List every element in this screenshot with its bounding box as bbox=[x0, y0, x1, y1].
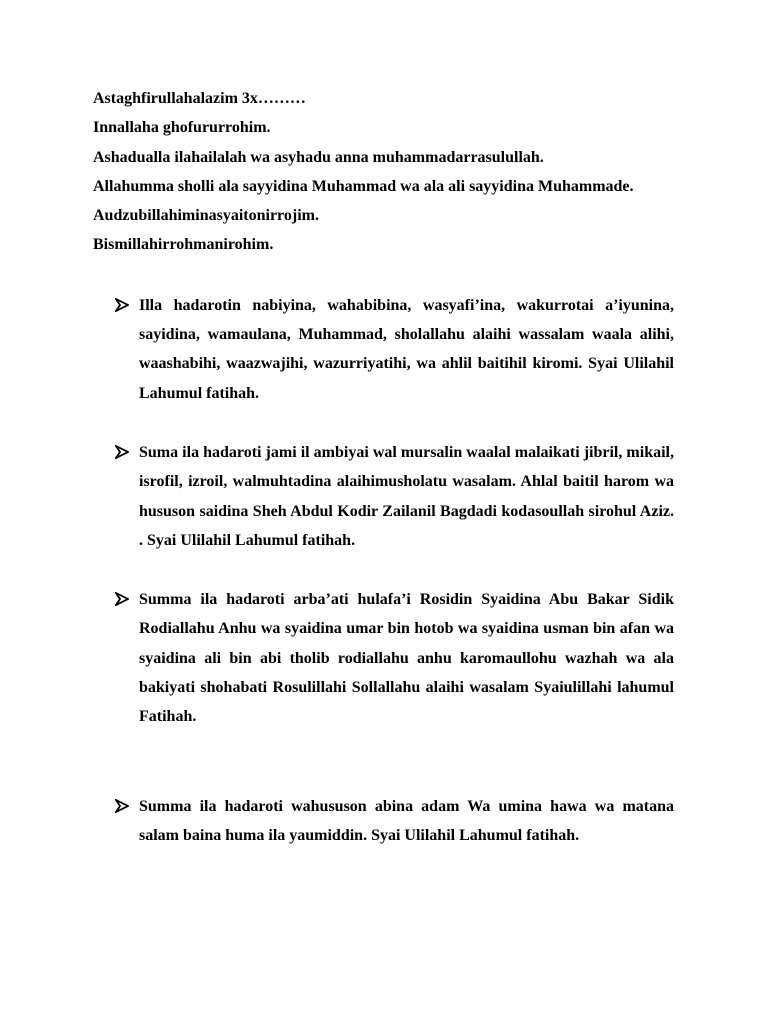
list-item bbox=[93, 585, 674, 731]
bullet-text: Summa ila hadaroti wahususon abina adam Wa umina hawa wa matana salam baina huma ila yaumiddin. Syai Ulilahil Lahumul fatihah. bbox=[139, 797, 674, 844]
intro-line-innallaha: Innallaha ghofururrohim. bbox=[93, 119, 271, 137]
arrowhead-bullet-icon bbox=[115, 438, 129, 467]
intro-line-syahadat: Ashadualla ilahailalah wa asyhadu anna muhammadarrasulullah. bbox=[93, 148, 544, 166]
document-body bbox=[93, 84, 674, 850]
bullet-text: Suma ila hadaroti jami il ambiyai wal mursalin waalal malaikati jibril, mikail, isrofil, izroil, walmuhtadina alaihimusholatu wasalam. Ahlal baitil harom wa hususon saidina Sheh Abdul Kodir Zailanil Bagdadi kodasoullah sirohul Aziz. . Syai Ulilahil Lahumul fatihah. bbox=[139, 443, 674, 549]
bullet-text: Summa ila hadaroti arba’ati hulafa’i Rosidin Syaidina Abu Bakar Sidik Rodiallahu Anhu wa syaidina umar bin hotob wa syaidina usman bin afan wa syaidina ali bin abi tholib rodiallahu anhu karomaullohu wazhah wa ala bakiyati shohabati Rosulillahi Sollallahu alaihi wasalam Syaiulillahi lahumul Fatihah. bbox=[139, 591, 674, 726]
arrowhead-bullet-icon bbox=[115, 291, 129, 320]
arrowhead-bullet-icon bbox=[115, 585, 129, 614]
bullet-list bbox=[93, 291, 674, 850]
bullet-text: Illa hadarotin nabiyina, wahabibina, wasyafi’ina, wakurrotai a’iyunina, sayidina, wamaulana, Muhammad, sholallahu alaihi wassalam waala alihi, waashabihi, waazwajihi, wazurriyatihi, wa ahlil baitihil kiromi. Syai Ulilahil Lahumul fatihah. bbox=[139, 296, 674, 402]
arrowhead-bullet-icon bbox=[115, 792, 129, 821]
intro-line-sholawat: Allahumma sholli ala sayyidina Muhammad wa ala ali sayyidina Muhammade. bbox=[93, 177, 634, 195]
list-item bbox=[93, 291, 674, 408]
list-item bbox=[93, 438, 674, 555]
intro-line-taawudz: Audzubillahiminasyaitonirrojim. bbox=[93, 207, 319, 225]
list-item bbox=[93, 792, 674, 851]
intro-line-istighfar: Astaghfirullahalazim 3x……… bbox=[93, 90, 306, 107]
intro-line-basmalah: Bismillahirrohmanirohim. bbox=[93, 236, 274, 254]
